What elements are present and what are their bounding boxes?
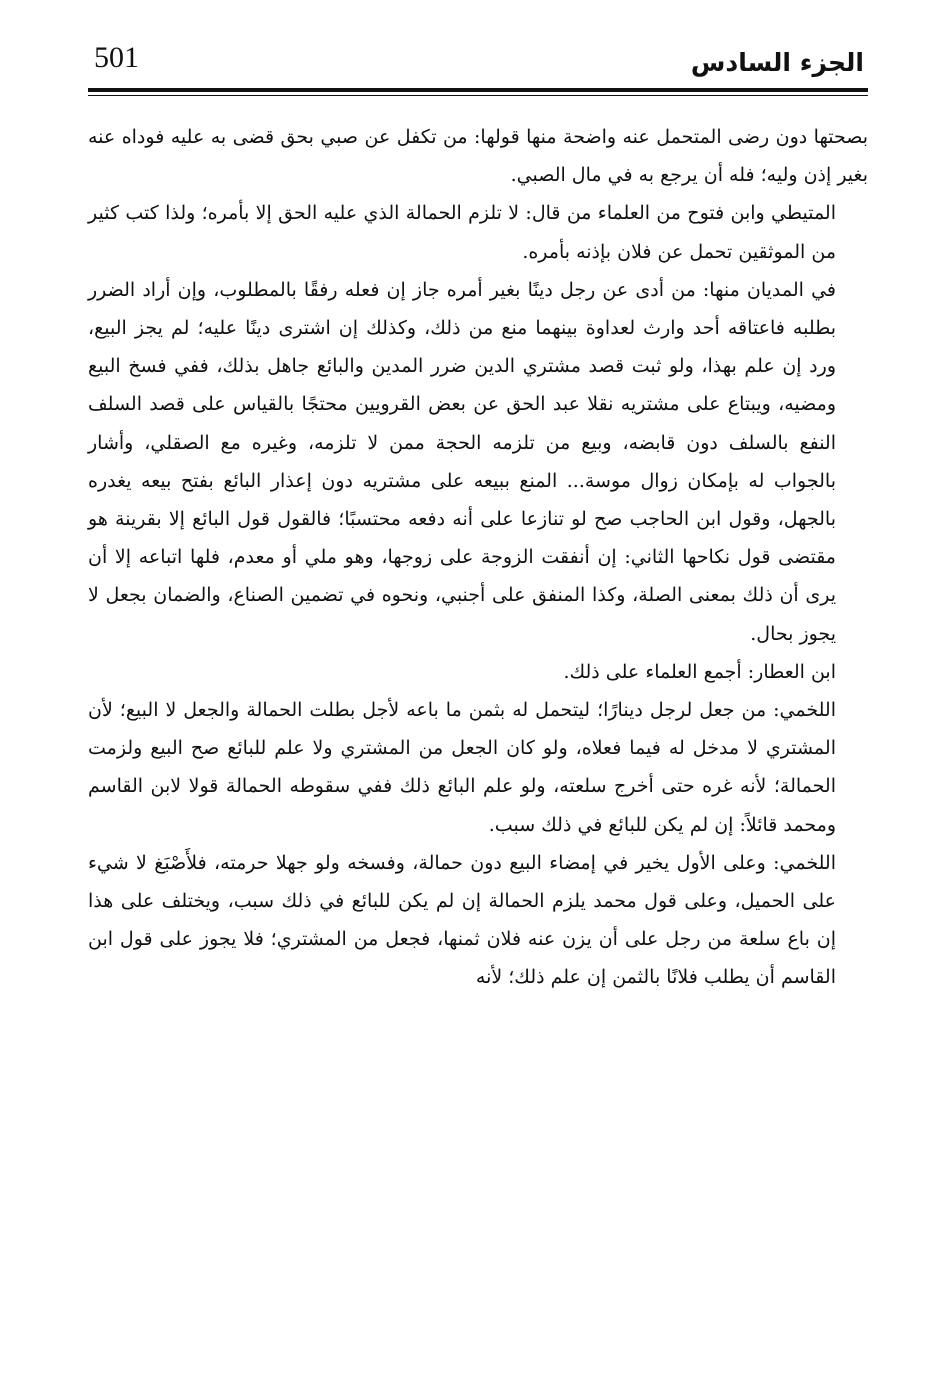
paragraph: في المديان منها: من أدى عن رجل دينًا بغير أمره جاز إن فعله رفقًا بالمطلوب، وإن أراد الضرر بطلبه فاعتاقه أحد وارث لعداوة بينهما منع من ذلك، وكذلك إن اشترى دينًا عليه؛ لم يجز البيع، ورد إن علم بهذا، ولو ثبت قصد مشتري الدين ضرر المدين والبائع جاهل بذلك، ففي فسخ البيع ومضيه، ويبتاع على مشتريه نقلا عبد الحق عن بعض القرويين محتجًا بالقياس على قصد السلف النفع بالسلف دون قابضه، وبيع من تلزمه الحجة ممن لا تلزمه، وغيره مع الصقلي، وأشار بالجواب له بإمكان زوال موسة... المنع ببيعه على مشتريه دون إعذار البائع بفتح بيعه يغدره بالجهل، وقول ابن الحاجب صح لو تنازعا على أنه دفعه محتسبًا؛ فالقول قول البائع إلا بقرينة هو مقتضى قول نكاحها الثاني: إن أنفقت الزوجة على زوجها، وهو ملي أو معدم، فلها اتباعه إلا أن يرى أن ذلك بمعنى الصلة، وكذا المنفق على أجنبي، ونحوه في تضمين الصناع، والضمان بجعل لا يجوز بحال. <box>88 278 836 645</box>
paragraph: اللخمي: وعلى الأول يخير في إمضاء البيع دون حمالة، وفسخه ولو جهلا حرمته، فلأَصْبَغ لا شيء على الحميل، وعلى قول محمد يلزم الحمالة إن لم يكن للبائع في ذلك سبب، ويختلف على هذا إن باع سلعة من رجل على أن يزن عنه فلان ثمنها، فجعل من المشتري؛ فلا يجوز على قول ابن القاسم أن يطلب فلانًا بالثمن إن علم ذلك؛ لأنه <box>88 851 836 989</box>
paragraph: اللخمي: من جعل لرجل دينارًا؛ ليتحمل له بثمن ما باعه لأجل بطلت الحمالة والجعل لا البيع؛ لأن المشتري لا مدخل له فيما فعلاه، ولو كان الجعل من المشتري ولا علم للبائع صح البيع ولزمت الحمالة؛ لأنه غره حتى أخرج سلعته، ولو علم البائع ذلك ففي سقوطه الحمالة قولا لابن القاسم ومحمد قائلاً: إن لم يكن للبائع في ذلك سبب. <box>88 699 836 836</box>
paragraph: بصحتها دون رضى المتحمل عنه واضحة منها قولها: من تكفل عن صبي بحق قضى به عليه فوداه عنه بغير إذن وليه؛ فله أن يرجع به في مال الصبي. <box>88 126 868 187</box>
page-number: 501 <box>94 41 139 74</box>
paragraph: المتيطي وابن فتوح من العلماء من قال: لا تلزم الحمالة الذي عليه الحق إلا بأمره؛ ولذا كتب كثير من الموثقين تحمل عن فلان بإذنه بأمره. <box>88 202 836 263</box>
page-header <box>88 36 868 92</box>
running-title: الجزء السادس <box>690 48 864 77</box>
header-rule-thin <box>88 95 868 96</box>
header-rule-thick <box>88 88 868 92</box>
paragraph: ابن العطار: أجمع العلماء على ذلك. <box>563 660 836 683</box>
body-text <box>88 118 868 997</box>
